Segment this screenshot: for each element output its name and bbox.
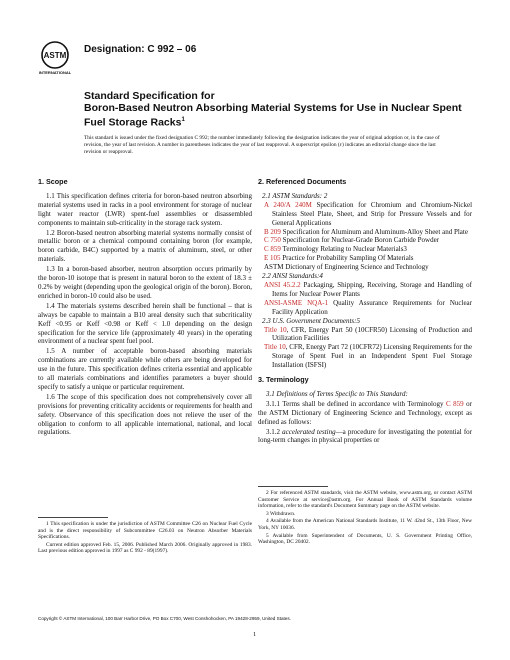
title-line1: Standard Specification for xyxy=(84,90,215,102)
footnote-2: 2 For referenced ASTM standards, visit the ASTM website, www.astm.org, or contact ASTM Customer Service at service@astm.org. For Annual Book of ASTM Standards volume information, refer to the standard's Document Summary page on the ASTM website. xyxy=(258,490,472,510)
footnote-1b: Current edition approved Feb. 15, 2006. Published March 2006. Originally approved in 1983. Last previous edition approved in 1997 as C 992 - 89(1997). xyxy=(38,541,252,555)
scope-heading: 1. Scope xyxy=(38,177,68,186)
footnote-1a: 1 This specification is under the jurisdiction of ASTM Committee C26 on Nuclear Fuel Cycle and is the direct responsibility of Subcommittee C26.03 on Neutron Absorber Materials Specifications. xyxy=(38,521,252,541)
ref-item: E 105 Practice for Probability Sampling Of Materials xyxy=(264,254,414,263)
ref-item: C 859 Terminology Relating to Nuclear Materials3 xyxy=(264,245,407,254)
ref-link[interactable]: ANSI 45.2.2 xyxy=(264,280,301,289)
ref-link[interactable]: E 105 xyxy=(264,254,281,263)
astm-logo xyxy=(38,40,72,76)
para-1-6: 1.6 The scope of this specification does not comprehensively cover all provisions for preventing criticality accidents or requirements for health and safety. Observance of this specification does not relieve the user of the obligation to conform to all applicable international, national, and local regulations. xyxy=(38,392,252,437)
astm-ref-list xyxy=(258,201,472,272)
para-1-4: 1.4 The materials systems described herein shall be functional – that is always be capable to maintain a B10 areal density such that subcriticality Keff <0.95 or Keff <0.98 or Keff < 1.0 depending on the design specification for the service life (approximately 40 years) in the operating environment of a nuclear spent fuel pool. xyxy=(38,301,252,346)
ansi-standards-label: 2.2 ANSI Standards:4 xyxy=(262,272,323,281)
para-1-2: 1.2 Boron-based neutron absorbing material systems normally consist of metallic boron or a chemical compound containing boron (for example, boron carbide, B4C) supported by a matrix of aluminum, steel, or other materials. xyxy=(38,228,252,264)
ref-link[interactable]: C 859 xyxy=(264,245,281,254)
footnote-rule xyxy=(38,517,108,518)
c859-link[interactable]: C 859 xyxy=(445,399,464,408)
ref-link[interactable]: C 750 xyxy=(264,236,281,245)
svg-text:ASTM: ASTM xyxy=(43,51,67,60)
right-footnotes xyxy=(258,486,472,547)
definitions-heading: 3.1 Definitions of Terms Specific to This Standard: xyxy=(266,389,408,398)
ref-link[interactable]: ANSI-ASME NQA-1 xyxy=(264,298,329,307)
para-1-3: 1.3 In a boron-based absorber, neutron absorption occurs primarily by the boron-10 isotope that is present in natural boron to the extent of 18.3 ± 0.2% by weight (depending upon the geological origin of the boron). Boron, enriched in boron-10 could also be used. xyxy=(38,265,252,300)
para-3-1-2: 3.1.2 accelerated testing—a procedure for investigating the potential for long-term changes in physical properties or xyxy=(258,427,472,445)
notice-text: This standard is issued under the fixed designation C 992; the number immediately following the designation indicates the year of original adoption or, in the case of revision, the year of last revision. A number in parentheses indicates the year of last reapproval. A superscript epsilon (ε) indicates an editorial change since the last revision or reapproval. xyxy=(84,135,440,155)
ref-item: ASTM Dictionary of Engineering Science and Technology xyxy=(264,263,429,272)
us-gov-documents-label: 2.3 U.S. Government Documents:5 xyxy=(262,316,360,325)
referenced-documents-heading: 2. Referenced Documents xyxy=(258,177,347,186)
ref-link[interactable]: Title 10 xyxy=(264,343,286,352)
terminology-heading: 3. Terminology xyxy=(258,375,309,385)
left-footnotes xyxy=(38,517,252,556)
ref-item: ANSI-ASME NQA-1 Quality Assurance Requirements for Nuclear Facility Application xyxy=(264,298,472,316)
ref-item: ANSI 45.2.2 Packaging, Shipping, Receiving, Storage and Handling of Items for Nuclear Power Plants xyxy=(264,280,473,298)
document-title xyxy=(84,90,464,129)
ref-link[interactable]: B 209 xyxy=(264,227,281,236)
para-3-1-1: 3.1.1 Terms shall be defined in accordance with Terminology C 859 or the ASTM Dictionary of Engineering Science and Technology, except as defined as follows: xyxy=(258,399,473,426)
para-1-1: 1.1 This specification defines criteria for boron-based neutron absorbing material systems used in racks in a pool environment for storage of nuclear light water reactor (LWR) spent-fuel assemblies or disassembled components to maintain sub-criticality in the storage rack system. xyxy=(38,191,252,227)
designation: Designation: C 992 – 06 xyxy=(84,44,197,55)
left-column xyxy=(38,178,252,438)
ref-item: Title 10, CFR, Energy Part 72 (10CFR72) Licensing Requirements for the Storage of Spent Fuel in an Independent Spent Fuel Storage Installation (ISFSI) xyxy=(264,343,472,370)
svg-text:INTERNATIONAL: INTERNATIONAL xyxy=(38,70,72,75)
ref-item: A 240/A 240M Specification for Chromium and Chromium-Nickel Stainless Steel Plate, Sheet, and Strip for Pressure Vessels and for General Applications xyxy=(264,200,473,227)
ref-link[interactable]: A 240/A 240M xyxy=(264,200,312,209)
copyright-line: Copyright © ASTM International, 100 Barr Harbor Drive, PO Box C700, West Conshohocken, PA 19428-2959, United States. xyxy=(38,616,291,621)
footnote-5: 5 Available from Superintendent of Documents, U. S. Government Printing Office, Washington, DC 20402. xyxy=(258,532,472,546)
para-1-5: 1.5 A number of acceptable boron-based absorbing materials combinations are currently available while others are being developed for use in the future. This specification defines criteria essential and applicable to all materials combinations and identifies parameters a buyer should specify to satisfy a unique or particular requirement. xyxy=(38,347,252,391)
astm-standards-label: 2.1 ASTM Standards: 2 xyxy=(262,191,328,200)
footnote-4: 4 Available from the American National Standards Institute, 11 W. 42nd St., 13th Floor, New York, NY 10036. xyxy=(258,518,472,531)
ref-item: C 750 Specification for Nuclear-Grade Boron Carbide Powder xyxy=(264,236,440,245)
title-line2: Boron-Based Neutron Absorbing Material Systems for Use in Nuclear Spent Fuel Storage Racks$^1$ xyxy=(84,102,462,129)
footnote-rule xyxy=(258,486,328,487)
footnote-3: 3 Withdrawn. xyxy=(266,510,296,517)
page-number: 1 xyxy=(253,631,257,638)
ref-item: B 209 Specification for Aluminum and Aluminum-Alloy Sheet and Plate xyxy=(264,227,468,236)
right-column xyxy=(258,178,472,446)
ref-link[interactable]: Title 10 xyxy=(264,325,287,334)
ref-item: Title 10, CFR, Energy Part 50 (10CFR50) Licensing of Production and Utilization Facilities xyxy=(264,325,472,343)
